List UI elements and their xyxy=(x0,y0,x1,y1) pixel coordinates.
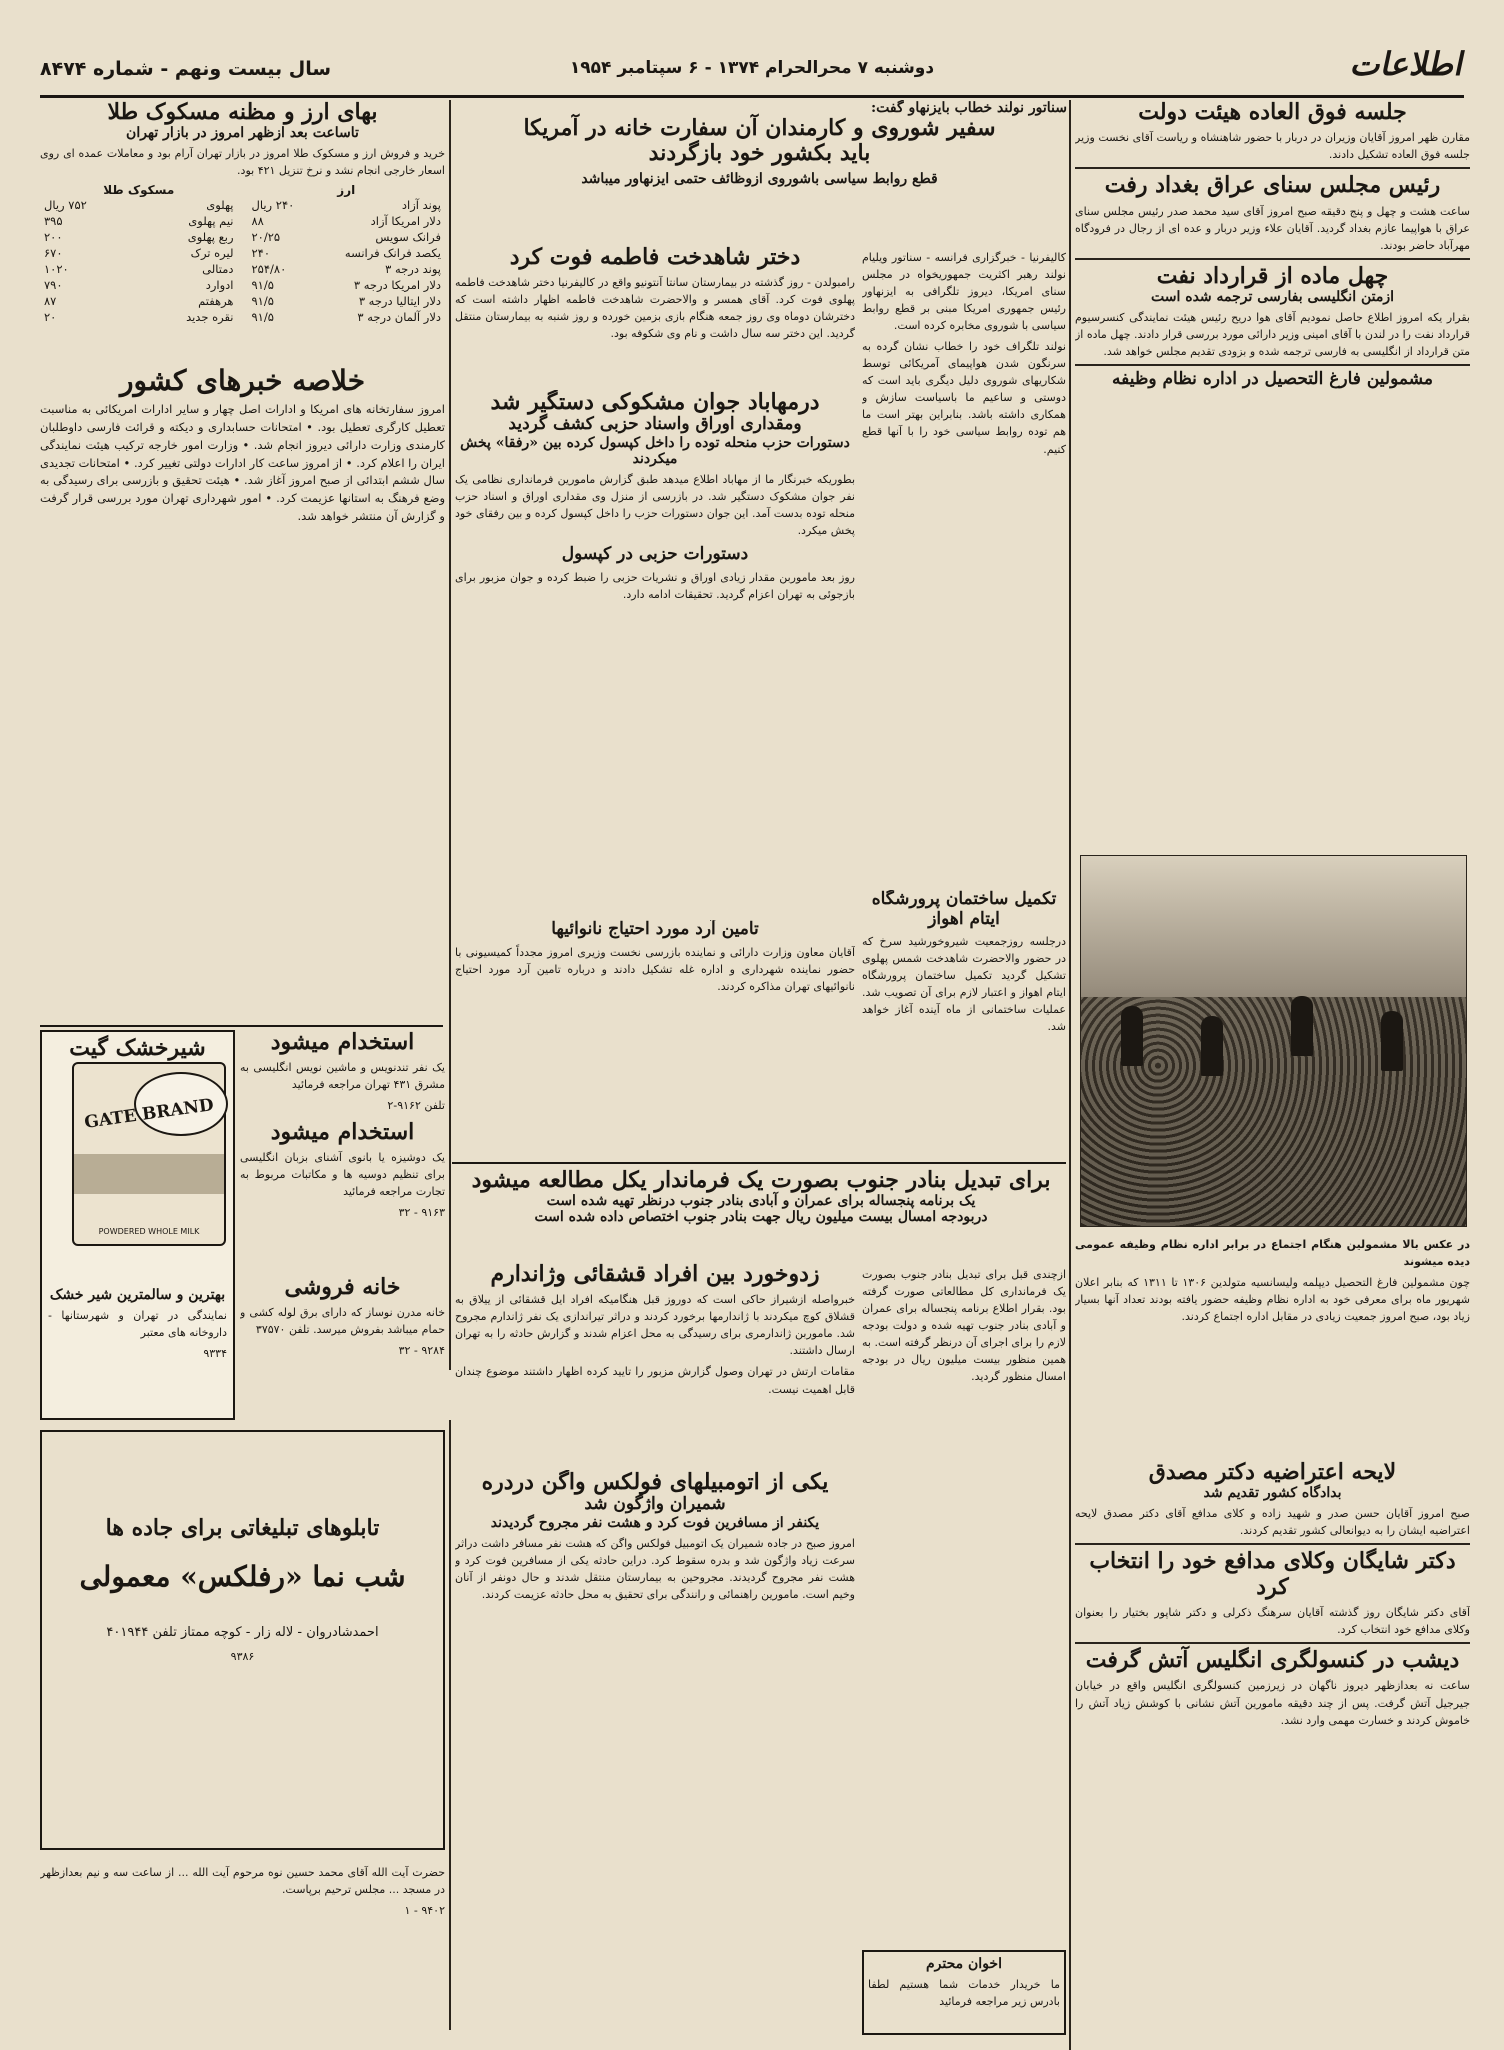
coin-row xyxy=(40,277,238,293)
mahabad-story xyxy=(455,390,855,910)
photo-caption: در عکس بالا مشمولین هنگام اجتماع در برابر اداره نظام وظیفه عمومی دیده میشوند xyxy=(1075,1238,1470,1269)
column-divider xyxy=(449,1420,451,2030)
date-line: دوشنبه ۷ محرالحرام ۱۳۷۴ - ۶ سپتامبر ۱۹۵۴ xyxy=(569,58,935,78)
orphanage-body: درجلسه روزجمعیت شیروخورشید سرخ که در حضور والاحضرت شاهدخت شمس پهلوی تشکیل گردید تکمیل ساختمان پرورشگاه ایتام اهواز و اعتبار لازم برای آن تصویب شد. عملیات ساختمانی از ماه آینده آغاز خواهد شد. xyxy=(862,935,1066,1034)
ports-title: برای تبدیل بنادر جنوب بصورت یک فرماندار یکل مطالعه میشود xyxy=(471,1168,1051,1193)
currency-row xyxy=(248,277,446,293)
coin-row xyxy=(40,261,238,277)
hiring-ad-2 xyxy=(240,1120,445,1270)
rate-name: دلار امریکا آزاد xyxy=(370,214,441,229)
hiring-phone: تلفن ۹۱۶۲-۲ xyxy=(387,1099,445,1113)
currency-row xyxy=(248,245,446,261)
iraq-senate-title: رئیس مجلس سنای عراق بغداد رفت xyxy=(1104,172,1441,199)
bus-title: یکی از اتومبیلهای فولکس واگن دردره xyxy=(481,1470,829,1495)
rate-name: لیره ترک xyxy=(190,246,234,261)
rate-name: نیم پهلوی xyxy=(188,214,234,229)
divider xyxy=(1075,258,1470,260)
fatemeh-body: رامبولدن - روز گذشته در بیمارستان سانتا آنتونیو واقع در کالیفرنیا دختر شاهدخت فاطمه پهلوی فوت کرد. آقای همسر و والاحضرت شاهدخت فاطمه اظهار داشته است که دخترشان دوماه وی روز جمعه هنگام بازی بزمین خورده و روز شنبه به بیمارستان منتقل گردید. این دختر سه سال داشت و نام وی شکوفه بود. xyxy=(455,276,855,341)
consulate-fire-title: دیشب در کنسولگری انگلیس آتش گرفت xyxy=(1085,1647,1460,1674)
oil-agreement-subtitle: ازمتن انگلیسی بفارسی ترجمه شده است xyxy=(1151,289,1394,306)
consulate-fire-body: ساعت نه بعدازظهر دیروز ناگهان در زیرزمین کنسولگری انگلیس واقع در خیابان جیرجیل آتش گرفت. پس از چند دقیقه مامورین آتش نشانی با کوشش زیاد آتش را خاموش کردند و خسارت مهمی وارد نشد. xyxy=(1075,1679,1470,1727)
rate-name: فرانک سویس xyxy=(375,230,441,245)
country-news xyxy=(40,365,445,1015)
mahabad-subtitle: ومقداری اوراق واسناد حزبی کشف گردید xyxy=(508,414,802,435)
bus-body: امروز صبح در جاده شمیران یک اتومبیل فولکس واگن که هشت نفر مسافر داشت دراثر سرعت زیاد واژگون شد و بدره سقوط کرد. دراین حادثه یکی از مسافرین فوت کرد و هشت نفر مجروح گردیدند. مجروحین به بیمارستان منتقل شدند و حال دونفر از آنان وخیم است. مامورین راهنمائی و رانندگی برای تحقیق به محل حادثه عزیمت کردند. xyxy=(455,1536,855,1602)
divider xyxy=(1075,1543,1470,1545)
top-story-body-left: کالیفرنیا - خبرگزاری فرانسه - سناتور ویلیام نولند رهبر اکثریت جمهوریخواه در مجلس سنای امریکا، دیروز تلگرافی به ایزنهاور رئیس جمهوری امریکا مبنی بر قطع روابط سیاسی با شوروی مخابره کرده است. xyxy=(862,251,1066,333)
currency-row xyxy=(248,293,446,309)
bakery-title: تامین آرد مورد احتیاج نانوائیها xyxy=(551,920,759,939)
currency-row xyxy=(248,197,446,213)
person-figure xyxy=(1201,1016,1223,1076)
qashqai-body: خبرواصله ازشیراز حاکی است که دوروز قبل هنگامیکه افراد ایل قشقائی از ییلاق به قشلاق کوچ میکردند با ژاندارمها برخورد کردند و دراثر تیراندازی یک نفر ژاندارم مجروح شد. ماموربن ژاندارمری برای رسیدگی به محل اعزام شدند و گزارش حادثه را به تهران ارسال داشتند. xyxy=(455,1293,855,1358)
divider xyxy=(1075,1642,1470,1644)
coins-header: مسکوک طلا xyxy=(103,183,175,198)
oil-agreement-body: بقرار یکه امروز اطلاع حاصل نمودیم آقای هوا دریح رئیس هیئت نمایندگی کنسرسیوم قرارداد نفت را در لندن با آقای امینی وزیر دارائی مورد بررسی قرار دادند. چهل ماده از متن قرارداد از انگلیسی به فارسی ترجمه شده و بزودی تقدیم مجلس خواهد شد. xyxy=(1075,311,1470,359)
rate-name: پهلوی xyxy=(206,198,234,213)
orphanage-story xyxy=(862,890,1066,1160)
hiring-ad xyxy=(240,1030,445,1115)
oil-agreement-title: چهل ماده از قرارداد نفت xyxy=(1156,262,1389,289)
country-news-body: امروز سفارتخانه های امریکا و ادارات اصل چهار و سایر ادارات امریکائی به مناسبت تعطیل کارگری تعطیل بود. • امتحانات حسابداری و دیکته و قرائت فارسی داوطلبان کارمندی وزارت دارائی دیروز انجام شد. • وزارت امور خارجه ترکیب هیئت نمایندگی ایران را اعلام کرد. • از امروز ساعت کار ادارات دولتی تغییر کرد. • امتحانات تجدیدی سال ششم ابتدائی از صبح امروز آغاز شد. • هیئت تحقیق و بازرسی برای رسیدگی به وضع فرهنگ به استانها عزیمت کرد. • امور شهرداری تهران مورد بررسی قرار گرفت و گزارش آن منتشر خواهد شد. xyxy=(40,402,445,524)
rate-value: ۲۴۰ xyxy=(251,246,271,261)
rate-value: ۲۰/۲۵ xyxy=(251,230,281,245)
iraq-senate-body: ساعت هشت و چهل و پنج دقیقه صبح امروز آقای سید محمد صدر رئیس مجلس سنای عراق با هواپیما عازم بغداد گردید. آقایان علاء وزیر دربار و عده ای از رجال در فرودگاه مهرآباد حاضر بودند. xyxy=(1075,204,1470,252)
mahabad-subhead: دستورات حزبی در کپسول xyxy=(561,544,749,565)
mosaddegh-subtitle: بدادگاه کشور تقدیم شد xyxy=(1203,1485,1342,1502)
rate-value: ۸۷ xyxy=(44,294,57,309)
funeral-phone: ۹۴۰۲ - ۱ xyxy=(404,1904,445,1918)
coin-row xyxy=(40,229,238,245)
bus-story xyxy=(455,1470,855,2040)
currency-table xyxy=(248,197,446,325)
qashqai-story xyxy=(455,1262,855,1462)
milk-caption: بهترین و سالمترین شیر خشک xyxy=(49,1287,226,1303)
mahabad-title: درمهاباد جوان مشکوکی دستگیر شد xyxy=(490,390,820,415)
funeral-body: حضرت آیت الله آقای محمد حسین نوه مرحوم آیت الله ... از ساعت سه و نیم بعدازظهر در مسجد ... مجلس ترحیم برپاست. xyxy=(40,1866,445,1897)
ports-headline xyxy=(455,1168,1067,1258)
rate-name: دلار ایتالیا درجه ۳ xyxy=(358,294,441,309)
billboard-phone: ۹۳۸۶ xyxy=(230,1649,255,1663)
notice-title: اخوان محترم xyxy=(926,1956,1002,1972)
currency-row xyxy=(248,309,446,325)
billboard-sub: شب نما «رفلکس» معمولی xyxy=(79,1560,406,1594)
coin-row xyxy=(40,245,238,261)
house-ad xyxy=(240,1275,445,1420)
currency-row xyxy=(248,213,446,229)
notice-box xyxy=(862,1950,1066,2035)
mosaddegh-body: صبح امروز آقایان حسن صدر و شهید زاده و کلای مدافع آقای دکتر مصدق لایحه اعتراضیه ایشان را به دیوانعالی کشور تقدیم کردند. xyxy=(1075,1507,1470,1538)
country-news-title: خلاصه خبرهای کشور xyxy=(119,365,365,397)
person-figure xyxy=(1381,1011,1403,1071)
section-rule xyxy=(452,1162,1066,1164)
coin-row xyxy=(40,293,238,309)
rate-value: ۹۱/۵ xyxy=(251,310,274,325)
mahabad-body: بطوریکه خبرنگار ما از مهاباد اطلاع میدهد طبق گزارش مامورین فرمانداری نظامی یک نفر جوان مشکوک دستگیر شد. در بازرسی از منزل وی مقداری اوراق و اسناد حزب منحله توده بدست آمد. این جوان دستورات حزب را داخل کپسول کرده و بین رفقای خود پخش میکرد. xyxy=(455,473,855,538)
top-story-body-right-text: نولند تلگراف خود را خطاب نشان گرده به سرنگون شدن هواپیمای آمریکائی توسط شکاریهای شوروی دلیل دیگری باید است که دوستی و ساعیم ما باسیاست سازش و همکاری داشته باشد. بنابراین بهتر است ما هم توده روابط سیاسی خود را با آنها قطع کنیم. xyxy=(862,340,1066,456)
person-figure xyxy=(1121,1006,1143,1066)
billboard-title: تابلوهای تبلیغاتی برای جاده ها xyxy=(105,1515,380,1541)
milk-brand: GATE BRAND xyxy=(83,1095,215,1133)
notice-body: ما خریدار خدمات شما هستیم لطفا بادرس زیر مراجعه فرمائید xyxy=(868,1978,1060,2009)
top-story-body-right xyxy=(862,245,1066,885)
orphanage-title: تکمیل ساختمان پرورشگاه ایتام اهواز xyxy=(871,890,1057,929)
milk-fine-print: POWDERED WHOLE MILK xyxy=(98,1227,200,1236)
bus-subtitle-2: یکنفر از مسافرین فوت کرد و هشت نفر مجروح گردیدند xyxy=(490,1514,820,1531)
coin-row xyxy=(40,213,238,229)
mahabad-subtitle-2: دستورات حزب منحله توده را داخل کپسول کرده بین «رفقا» پخش میکردند xyxy=(460,434,850,467)
hiring-title: استخدام میشود xyxy=(270,1030,415,1055)
bakery-story xyxy=(455,920,855,1160)
milk-body: نمایندگی در تهران و شهرستانها - داروخانه های معتبر xyxy=(48,1309,227,1340)
fatemeh-title: دختر شاهدخت فاطمه فوت کرد xyxy=(509,245,801,270)
rate-value: ۱۰۲۰ xyxy=(44,262,69,277)
top-story-kicker: سناتور نولند خطاب بایزنهاو گفت: xyxy=(871,100,1067,116)
top-story-subhead: قطع روابط سیاسی باشوروی ازوظائف حتمی ایزنهاور میباشد xyxy=(581,170,938,187)
mosaddegh-story xyxy=(1075,1460,1470,2040)
bakery-body: آقایان معاون وزارت دارائی و نماینده بازرسی نخست وزیری امروز مجدداً کمیسیونی با حضور نماینده شهرداری و اداره غله تشکیل دادند و درباره تامین آرد مورد احتیاج نانوائیهای تهران مذاکره کردند. xyxy=(455,945,855,993)
crowd-photo xyxy=(1080,855,1467,1227)
top-story-headline-1: سفیر شوروی و کارمندان آن سفارت خانه در آمریکا xyxy=(523,115,996,142)
column-divider xyxy=(449,100,451,1370)
rate-name: ربع پهلوی xyxy=(187,230,234,245)
rate-value: ۷۵۲ ریال xyxy=(44,198,87,213)
coins-table xyxy=(40,197,238,325)
billboard-ad xyxy=(40,1430,445,1850)
rate-value: ۷۹۰ xyxy=(44,278,63,293)
rate-name: یکصد فرانک فرانسه xyxy=(344,246,441,261)
rates-box xyxy=(40,100,445,360)
milk-can-icon xyxy=(72,1062,226,1246)
milk-ad xyxy=(40,1030,235,1420)
mosaddegh-title: لایحه اعتراضیه دکتر مصدق xyxy=(1148,1460,1397,1485)
rate-value: ۲۵۴/۸۰ xyxy=(251,262,287,277)
masthead-rule xyxy=(40,95,1464,98)
house-body: خانه مدرن نوساز که دارای برق لوله کشی و حمام میباشد بفروش میرسد. تلفن ۳۷۵۷۰ xyxy=(240,1306,445,1337)
house-phone: ۹۲۸۴ - ۳۲ xyxy=(398,1344,445,1358)
rate-name: دلار امریکا درجه ۳ xyxy=(353,278,441,293)
person-figure xyxy=(1291,996,1313,1056)
funeral-notice xyxy=(40,1860,445,2035)
milk-phone: ۹۳۳۴ xyxy=(203,1347,227,1361)
qashqai-title: زدوخورد بین افراد قشقائی وژاندارم xyxy=(490,1262,820,1287)
rate-name: ادوارد xyxy=(205,278,234,293)
hiring-2-phone: ۹۱۶۳ - ۳۲ xyxy=(398,1206,445,1220)
house-title: خانه فروشی xyxy=(284,1275,401,1300)
ports-body-column xyxy=(862,1262,1066,1942)
rate-value: ۲۰ xyxy=(44,310,57,325)
currency-row xyxy=(248,229,446,245)
billboard-body: احمدشادروان - لاله زار - کوچه ممتاز تلفن ۴۰۱۹۴۴ xyxy=(106,1625,379,1641)
currency-row xyxy=(248,261,446,277)
divider xyxy=(1075,364,1470,366)
issue-line: سال بیست ونهم - شماره ۸۴۷۴ xyxy=(40,58,332,80)
rate-name: هرهفتم xyxy=(198,294,234,309)
rate-value: ۸۸ xyxy=(251,214,264,229)
ports-body: ازچندی قبل برای تبدیل بنادر جنوب بصورت یک فرمانداری کل مطالعاتی صورت گرفته بود. بقرار اطلاع برنامه پنجساله برای عمران و آبادی بنادر جنوب تهیه شده و دولت بودجه لازم را برای اجرای آن درنظر گرفته است. به همین منظور بیست میلیون ریال در بودجه امسال منظور گردید. xyxy=(862,1268,1066,1384)
newspaper-logo: اطلاعات xyxy=(1347,45,1469,83)
top-story-headline-2: باید بکشور خود بازگردند xyxy=(648,140,871,167)
government-title: جلسه فوق العاده هیئت دولت xyxy=(1138,100,1407,125)
hiring-2-title: استخدام میشود xyxy=(270,1120,415,1145)
milk-title: شیرخشک گیت xyxy=(69,1035,206,1061)
hiring-2-body: یک دوشیزه یا بانوی آشنای بزبان انگلیسی برای تنظیم دوسیه ها و مکاتبات مربوط به تجارت مراجعه فرمائید xyxy=(240,1151,445,1199)
ports-subtitle-2: دربودجه امسال بیست میلیون ریال جهت بنادر جنوب اختصاص داده شده است xyxy=(534,1209,988,1226)
currency-header: ارز xyxy=(337,183,356,198)
mahabad-body-2: روز بعد ماموربن مقدار زیادی اوراق و نشریات حزبی را ضبط کرده و جوان مزبور برای بازجوئی به تهران اعزام گردید. تحقیقات ادامه دارد. xyxy=(455,570,855,601)
rates-title: بهای ارز و مظنه مسکوک طلا xyxy=(107,100,378,125)
top-story xyxy=(452,100,1067,240)
coin-row xyxy=(40,197,238,213)
ports-subtitle: یک برنامه پنجساله برای عمران و آبادی بنادر جنوب درنظر تهیه شده است xyxy=(546,1193,976,1210)
hiring-body: یک نفر تندنویس و ماشین نویس انگلیسی به مشرق ۴۳۱ تهران مراجعه فرمائید xyxy=(240,1061,445,1092)
qashqai-body-2: مقامات ارتش در تهران وصول گزارش مزبور را تایید کرده اظهار داشتند موضوع چندان قابل اهمیت نیست. xyxy=(455,1365,855,1396)
rate-name: پوند درجه ۳ xyxy=(385,262,441,277)
rate-value: ۹۱/۵ xyxy=(251,294,274,309)
column-divider xyxy=(1069,100,1071,2050)
rate-value: ۳۹۵ xyxy=(44,214,63,229)
section-rule xyxy=(40,1025,443,1027)
graduates-title: مشمولین فارغ التحصیل در اداره نظام وظیفه xyxy=(1112,369,1433,390)
divider xyxy=(1075,167,1470,169)
rate-name: نقره جدید xyxy=(186,310,234,325)
graduates-story xyxy=(1075,1232,1470,1452)
rates-subtitle: تاساعت بعد ازظهر امروز در بازار تهران xyxy=(126,125,359,142)
rates-intro: خرید و فروش ارز و مسکوک طلا امروز در بازار تهران آرام بود و معاملات عمده ای روی اسعار خارجی انجام نشد و نرخ تنزیل ۴۲۱ بود. xyxy=(40,147,445,178)
graduates-body: چون مشمولین فارغ التحصیل دیپلمه ولیسانسیه متولدین ۱۳۰۶ تا ۱۳۱۱ که بنابر اعلان شهریور ماه برای معرفی خود به اداره نظام وظیفه حضور یافته بودند تعداد آنها بسیار زیاد بود، صبح امروز جمعیت زیادی در مقابل اداره اجتماع کردند. xyxy=(1075,1276,1470,1324)
rate-name: دمتالی xyxy=(202,262,234,277)
rate-value: ۹۱/۵ xyxy=(251,278,274,293)
rate-value: ۶۷۰ xyxy=(44,246,63,261)
coin-row xyxy=(40,309,238,325)
bus-subtitle: شمیران واژگون شد xyxy=(584,1494,726,1515)
government-body: مقارن ظهر امروز آقایان وزیران در دربار با حضور شاهنشاه و ریاست آقای نخست وزیر جلسه فوق العاده تشکیل دادند. xyxy=(1075,131,1470,162)
fatemeh-story xyxy=(455,245,855,385)
rate-name: پوند آزاد xyxy=(401,198,441,213)
rate-value: ۲۰۰ xyxy=(44,230,63,245)
rate-value: ۲۴۰ ریال xyxy=(251,198,295,213)
can-stripe xyxy=(74,1154,224,1194)
rate-name: دلار آلمان درجه ۳ xyxy=(357,310,441,325)
shayegan-body: آقای دکتر شایگان روز گذشته آقایان سرهنگ ذکرلی و دکتر شاپور بختیار را بعنوان وکلای مدافع خود انتخاب کرد. xyxy=(1075,1606,1470,1637)
shayegan-title: دکتر شایگان وکلای مدافع خود را انتخاب کرد xyxy=(1089,1548,1456,1600)
